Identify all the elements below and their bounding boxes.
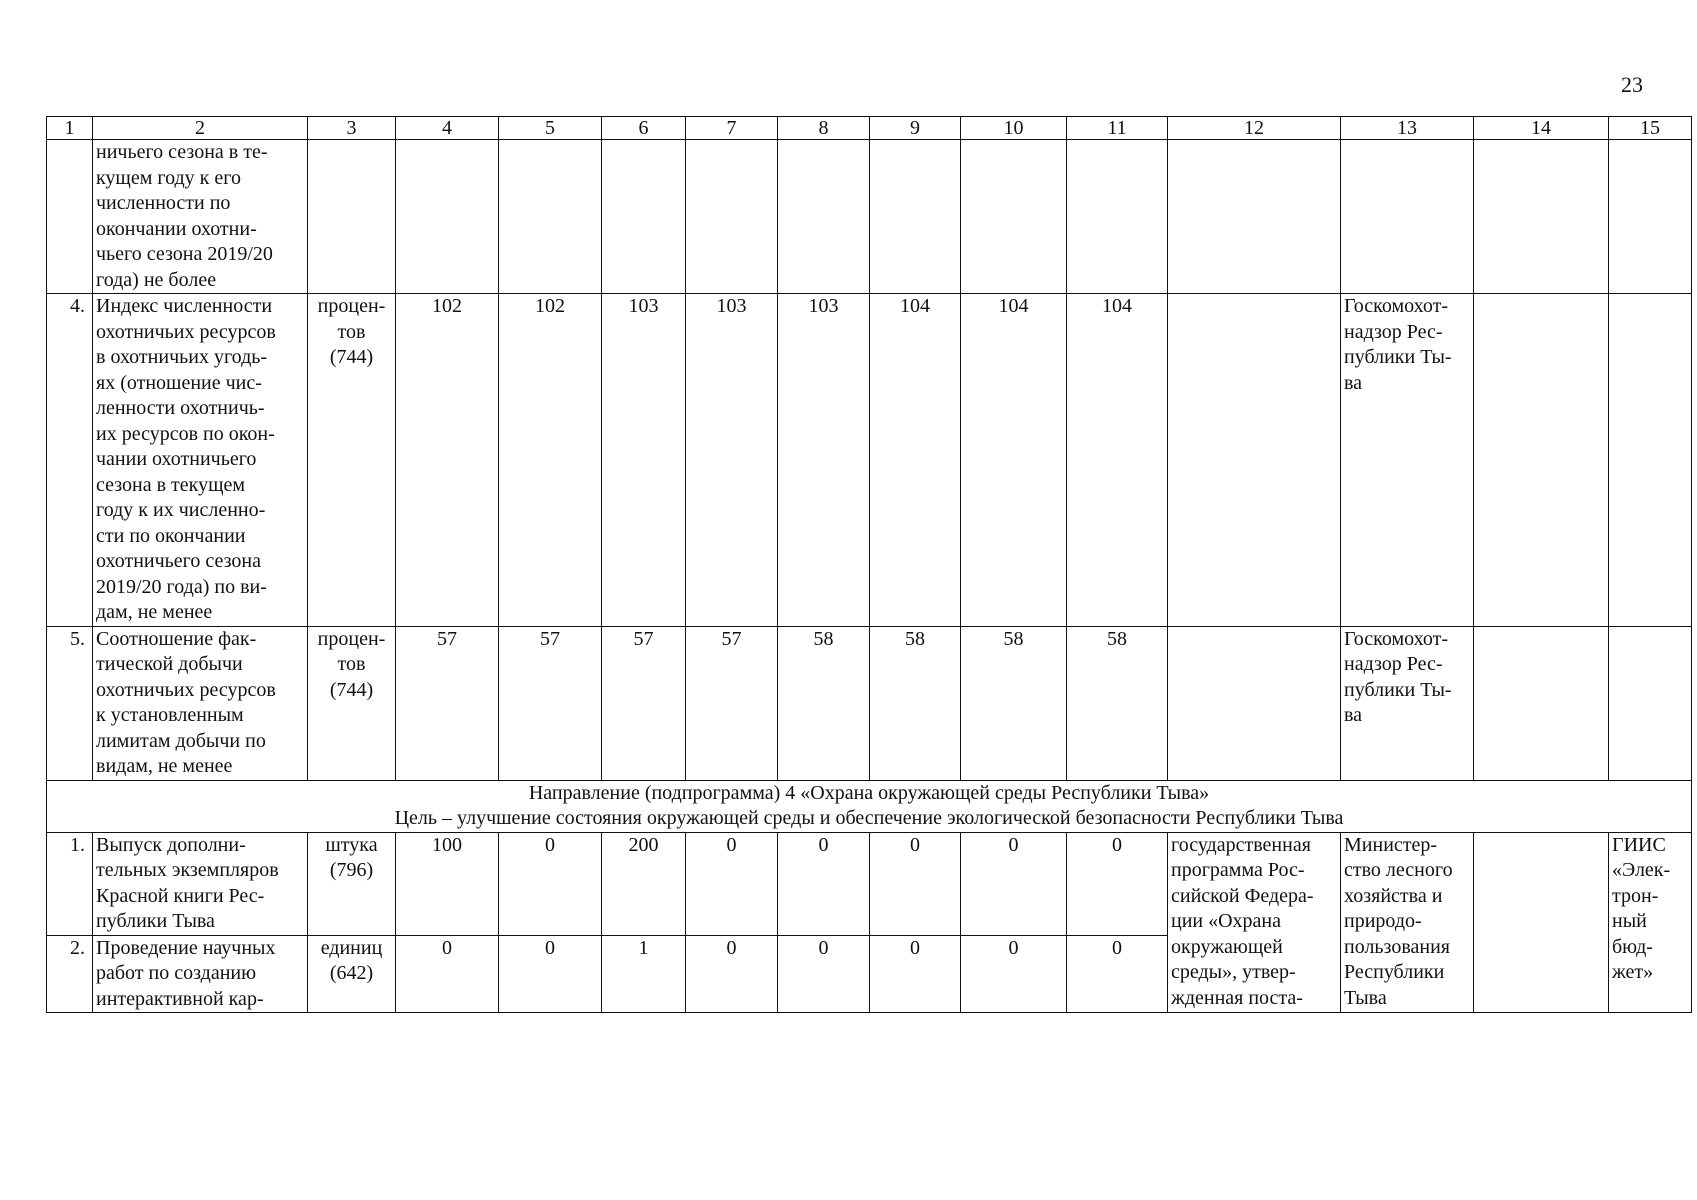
value-cell: 102 (499, 294, 602, 627)
table-row (47, 626, 1692, 780)
column-header: 9 (870, 117, 961, 140)
section-header-row (47, 780, 1692, 832)
value-cell: 104 (1067, 294, 1168, 627)
column-header: 6 (602, 117, 686, 140)
value-cell: 58 (1067, 626, 1168, 780)
col14-cell (1474, 626, 1609, 780)
indicator-name: Индекс численности охотничьих ресурсов в охотничьих угодь- ях (отношение чис- ленности охотничь- их ресурсов по окон- чании охотничьего сезона в текущем году к их численно- сти по окончании охотничьего сезона 2019/20 года) по ви- дам, не менее (93, 294, 308, 627)
value-cell: 103 (778, 294, 870, 627)
col15-cell (1609, 626, 1692, 780)
indicators-table (46, 116, 1692, 1013)
value-cell: 58 (870, 626, 961, 780)
value-cell: 103 (602, 294, 686, 627)
col14-cell (1474, 832, 1609, 1013)
page-number: 23 (1621, 72, 1643, 97)
col15-cell (1609, 294, 1692, 627)
program-cell (1168, 626, 1341, 780)
column-header: 12 (1168, 117, 1341, 140)
value-cell: 58 (961, 626, 1067, 780)
value-cell: 0 (396, 935, 499, 1013)
unit: процен- тов (744) (308, 294, 396, 627)
value-cell: 104 (961, 294, 1067, 627)
value-cell: 104 (870, 294, 961, 627)
section-title: Направление (подпрограмма) 4 «Охрана окружающей среды Республики Тыва» (528, 781, 1210, 804)
unit: штука (796) (308, 832, 396, 935)
indicator-name: Соотношение фак- тической добычи охотничьих ресурсов к установленным лимитам добычи по видам, не менее (93, 626, 308, 780)
executor-cell: Госкомохот- надзор Рес- публики Ты- ва (1341, 626, 1474, 780)
value-cell: 0 (870, 935, 961, 1013)
column-header: 4 (396, 117, 499, 140)
column-header: 14 (1474, 117, 1609, 140)
unit: процен- тов (744) (308, 626, 396, 780)
table-row-continuation (47, 140, 1692, 294)
executor-cell: Министер- ство лесного хозяйства и природо- пользования Республики Тыва (1341, 832, 1474, 1013)
indicator-name: Выпуск дополни- тельных экземпляров Красной книги Рес- публики Тыва (93, 832, 308, 935)
section-goal: Цель – улучшение состояния окружающей среды и обеспечение экологической безопасности Республики Тыва (394, 807, 1344, 829)
column-header: 8 (778, 117, 870, 140)
col15-cell: ГИИС «Элек- трон- ный бюд- жет» (1609, 832, 1692, 1013)
column-header: 7 (686, 117, 778, 140)
column-header: 5 (499, 117, 602, 140)
row-number: 2. (47, 935, 93, 1013)
value-cell: 57 (499, 626, 602, 780)
table-row (47, 294, 1692, 627)
column-header: 15 (1609, 117, 1692, 140)
program-cell (1168, 294, 1341, 627)
column-header: 1 (47, 117, 93, 140)
value-cell: 100 (396, 832, 499, 935)
row-number: 4. (47, 294, 93, 627)
column-header: 10 (961, 117, 1067, 140)
unit: единиц (642) (308, 935, 396, 1013)
value-cell: 0 (499, 832, 602, 935)
value-cell: 0 (1067, 935, 1168, 1013)
table-row (47, 832, 1692, 935)
indicator-name: ничьего сезона в те- кущем году к его численности по окончании охотни- чьего сезона 2019/20 года) не более (93, 140, 308, 294)
value-cell: 200 (602, 832, 686, 935)
value-cell: 0 (778, 832, 870, 935)
row-number: 1. (47, 832, 93, 935)
column-header: 3 (308, 117, 396, 140)
column-header: 13 (1341, 117, 1474, 140)
value-cell: 58 (778, 626, 870, 780)
value-cell: 57 (686, 626, 778, 780)
executor-cell: Госкомохот- надзор Рес- публики Ты- ва (1341, 294, 1474, 627)
column-number-row (47, 117, 1692, 140)
indicator-name: Проведение научных работ по созданию интерактивной кар- (93, 935, 308, 1013)
value-cell: 0 (686, 935, 778, 1013)
value-cell: 57 (396, 626, 499, 780)
column-header: 2 (93, 117, 308, 140)
value-cell: 1 (602, 935, 686, 1013)
value-cell: 0 (686, 832, 778, 935)
value-cell: 102 (396, 294, 499, 627)
value-cell: 0 (1067, 832, 1168, 935)
col14-cell (1474, 294, 1609, 627)
program-cell: государственная программа Рос- сийской Федера- ции «Охрана окружающей среды», утвер- жденная поста- (1168, 832, 1341, 1013)
value-cell: 57 (602, 626, 686, 780)
value-cell: 0 (870, 832, 961, 935)
value-cell: 103 (686, 294, 778, 627)
column-header: 11 (1067, 117, 1168, 140)
row-number: 5. (47, 626, 93, 780)
value-cell: 0 (961, 832, 1067, 935)
value-cell: 0 (961, 935, 1067, 1013)
value-cell: 0 (778, 935, 870, 1013)
value-cell: 0 (499, 935, 602, 1013)
